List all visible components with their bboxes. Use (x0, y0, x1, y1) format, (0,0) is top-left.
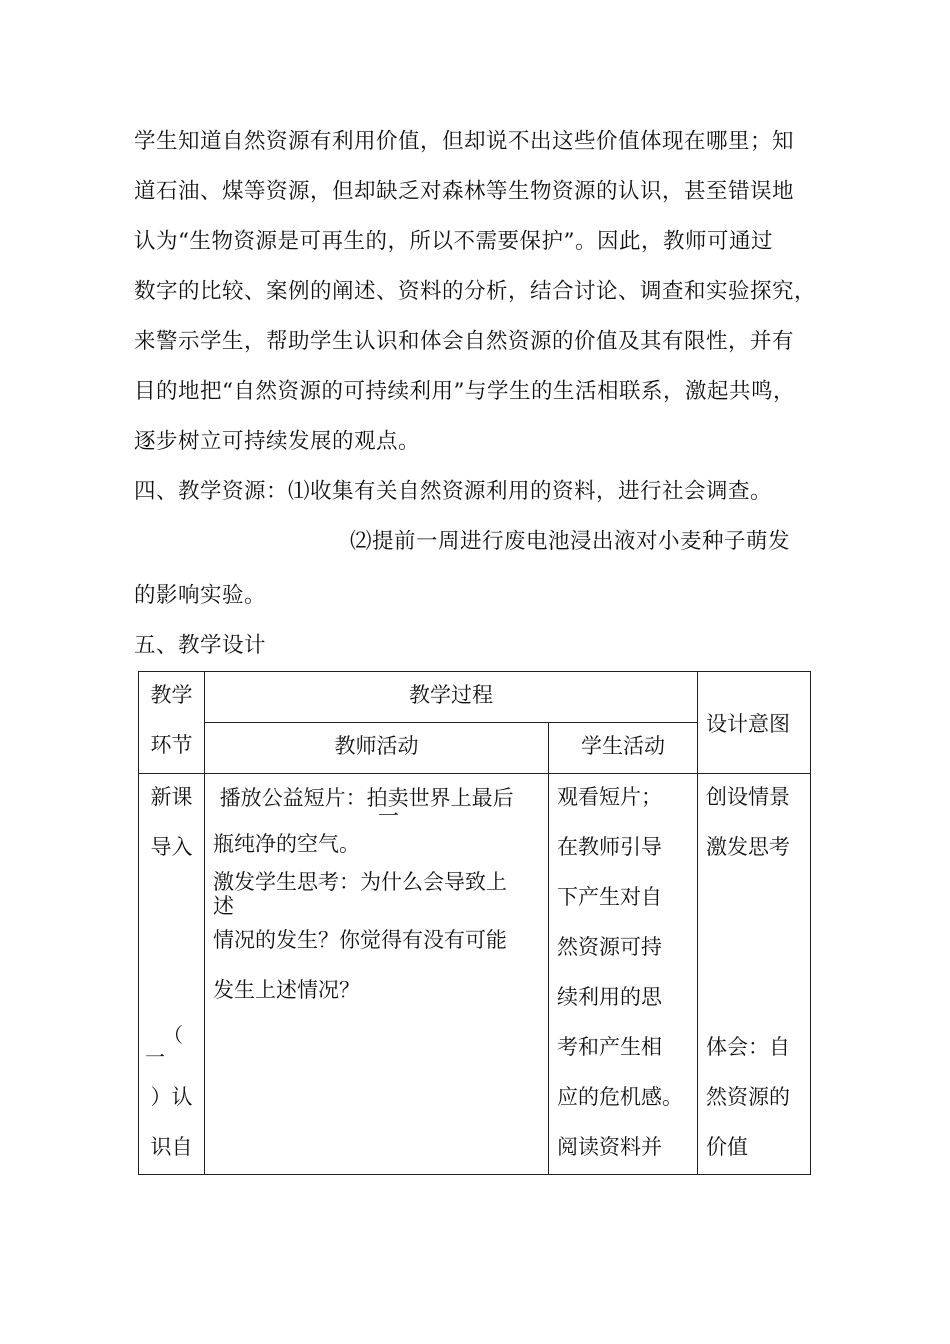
student-line: 续利用的思 (557, 985, 662, 1009)
intent-line (698, 874, 810, 924)
intent-line: 体会：自 (706, 1035, 790, 1059)
student-line: 然资源可持 (557, 935, 662, 959)
student-line: 在教师引导 (557, 835, 662, 859)
stage-line (139, 874, 204, 924)
stage-line: 识自 (150, 1135, 193, 1159)
paragraph-line-5: 来警示学生，帮助学生认识和体会自然资源的价值及其有限性，并有 (134, 329, 795, 354)
section5-heading: 五、教学设计 (134, 633, 267, 658)
design-intent-cell (698, 774, 811, 1175)
paragraph-line-2: 道石油、煤等资源，但却缺乏对森林等生物资源的认识，甚至错误地 (134, 179, 795, 204)
student-line: 应的危机感。 (557, 1085, 683, 1109)
header-teacher: 教师活动 (205, 723, 549, 774)
section4-line-1: 四、教学资源：⑴收集有关自然资源利用的资料，进行社会调查。 (134, 479, 773, 504)
header-intent: 设计意图 (698, 672, 811, 774)
stage-line: （ (163, 1023, 183, 1047)
student-line: 观看短片； (557, 785, 662, 809)
teacher-line: 情况的发生？你觉得有没有可能 (213, 928, 507, 952)
paragraph-line-7: 逐步树立可持续发展的观点。 (134, 429, 421, 454)
paragraph-line-1: 学生知道自然资源有利用价值，但却说不出这些价值体现在哪里；知 (134, 129, 795, 154)
stage-line: 新课 (150, 785, 193, 809)
stage-line: ）认 (150, 1085, 193, 1109)
teacher-line: 激发学生思考：为什么会导致上 (213, 870, 507, 894)
intent-line: 激发思考 (706, 835, 790, 859)
paragraph-line-3: 认为“生物资源是可再生的，所以不需要保护”。因此，教师可通过 (134, 229, 773, 254)
stage-cell (139, 774, 205, 1175)
teacher-activity-cell (205, 774, 549, 1175)
student-line: 阅读资料并 (557, 1135, 662, 1159)
teacher-line: 播放公益短片：拍卖世界上最后 (213, 786, 514, 810)
teacher-line: 瓶纯净的空气。 (213, 832, 360, 856)
paragraph-line-4: 数字的比较、案例的阐述、资料的分析，结合讨论、调查和实验探究， (134, 279, 817, 304)
header-stage-bottom: 环节 (150, 733, 193, 757)
stage-line (139, 924, 204, 974)
intent-line: 然资源的 (706, 1085, 790, 1109)
header-student: 学生活动 (549, 723, 698, 774)
stage-line: 一 (145, 1045, 165, 1069)
intent-line (698, 924, 810, 974)
header-stage-top: 教学 (150, 683, 193, 707)
teaching-design-table (138, 671, 811, 1175)
intent-line (698, 974, 810, 1024)
header-process: 教学过程 (205, 672, 698, 723)
intent-line: 价值 (706, 1135, 748, 1159)
paragraph-line-6: 目的地把“自然资源的可持续利用”与学生的生活相联系，激起共鸣， (134, 379, 795, 404)
student-line: 下产生对自 (557, 885, 662, 909)
student-activity-cell (549, 774, 698, 1175)
section4-line-3: 的影响实验。 (134, 583, 267, 608)
teacher-line: 发生上述情况？ (213, 978, 360, 1002)
teacher-line: 一 (378, 804, 399, 828)
section4-line-2: ⑵提前一周进行废电池浸出液对小麦种子萌发 (350, 529, 791, 554)
teacher-line: 述 (213, 894, 234, 918)
stage-line: 导入 (150, 835, 193, 859)
intent-line: 创设情景 (706, 785, 790, 809)
stage-line (139, 974, 204, 1024)
student-line: 考和产生相 (557, 1035, 662, 1059)
header-stage (139, 672, 205, 774)
